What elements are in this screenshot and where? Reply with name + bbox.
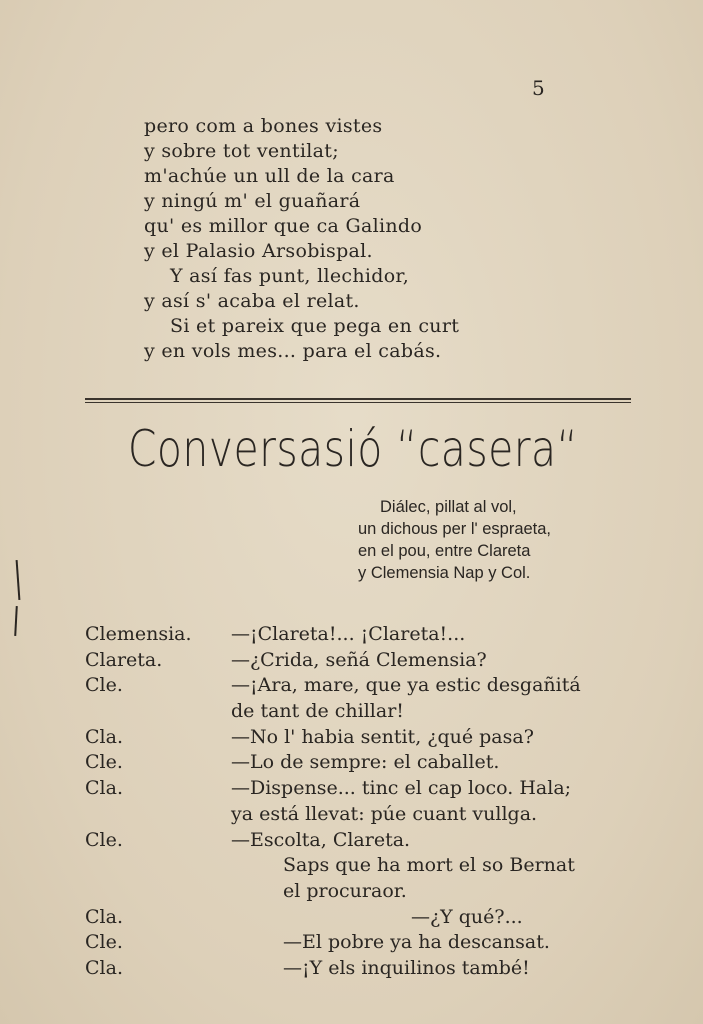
speaker-name: Cla. xyxy=(85,956,123,979)
dialogue-text: —¿Y qué?... xyxy=(411,905,523,928)
subtitle-block xyxy=(358,496,551,584)
verse-line: y sobre tot ventilat; xyxy=(144,140,339,162)
dialogue-continuation: Saps que ha mort el so Bernat xyxy=(283,854,575,877)
margin-ink-mark xyxy=(14,606,18,636)
dialogue-text: —Escolta, Clareta. xyxy=(231,828,411,851)
verse-line: qu' es millor que ca Galindo xyxy=(144,215,423,237)
verse-line: y ningú m' el guañará xyxy=(144,190,361,212)
subtitle-line: Diálec, pillat al vol, xyxy=(380,498,517,516)
verse-block xyxy=(144,114,459,364)
dialogue-text: —¿Crida, señá Clemensia? xyxy=(231,648,487,671)
dialogue-continuation: el procuraor. xyxy=(283,879,407,902)
verse-line: Si et pareix que pega en curt xyxy=(170,315,460,337)
verse-line: y el Palasio Arsobispal. xyxy=(144,240,373,262)
subtitle-line: y Clemensia Nap y Col. xyxy=(358,564,531,582)
verse-line: pero com a bones vistes xyxy=(144,115,383,137)
subtitle-line: un dichous per l' espraeta, xyxy=(358,520,552,538)
dialogue-continuation: ya está llevat: púe cuant vullga. xyxy=(231,802,538,825)
speaker-name: Cle. xyxy=(85,931,123,954)
dialogue-text: —Dispense... tinc el cap loco. Hala; xyxy=(231,777,572,800)
section-title: Conversasió “casera“ xyxy=(127,420,579,478)
speaker-name: Clemensia. xyxy=(85,623,192,645)
speaker-name: Cla. xyxy=(85,725,123,748)
dialogue-continuation: de tant de chillar! xyxy=(231,700,404,723)
section-divider xyxy=(85,398,631,400)
page-number: 5 xyxy=(532,76,545,100)
section-divider xyxy=(85,402,631,403)
dialogue-text: —¡Clareta!... ¡Clareta!... xyxy=(231,623,466,645)
dialogue-text: —¡Ara, mare, que ya estic desgañitá xyxy=(231,674,581,697)
dialogue-text: —Lo de sempre: el caballet. xyxy=(231,751,500,774)
subtitle-line: en el pou, entre Clareta xyxy=(358,542,531,560)
verse-line: y así s' acaba el relat. xyxy=(144,290,360,312)
verse-line: m'achúe un ull de la cara xyxy=(144,165,395,187)
speaker-name: Clareta. xyxy=(85,648,163,671)
dialogue-text: —¡Y els inquilinos també! xyxy=(283,956,530,979)
speaker-name: Cla. xyxy=(85,777,123,800)
dialogue-text: —El pobre ya ha descansat. xyxy=(283,931,550,954)
margin-ink-mark xyxy=(16,560,21,600)
speaker-name: Cle. xyxy=(85,828,123,851)
verse-line: Y así fas punt, llechidor, xyxy=(170,265,410,287)
speaker-name: Cle. xyxy=(85,751,123,774)
speaker-name: Cla. xyxy=(85,905,123,928)
speaker-name: Cle. xyxy=(85,674,123,697)
verse-line: y en vols mes... para el cabás. xyxy=(144,340,442,362)
dialogue-text: —No l' habia sentit, ¿qué pasa? xyxy=(231,725,534,748)
